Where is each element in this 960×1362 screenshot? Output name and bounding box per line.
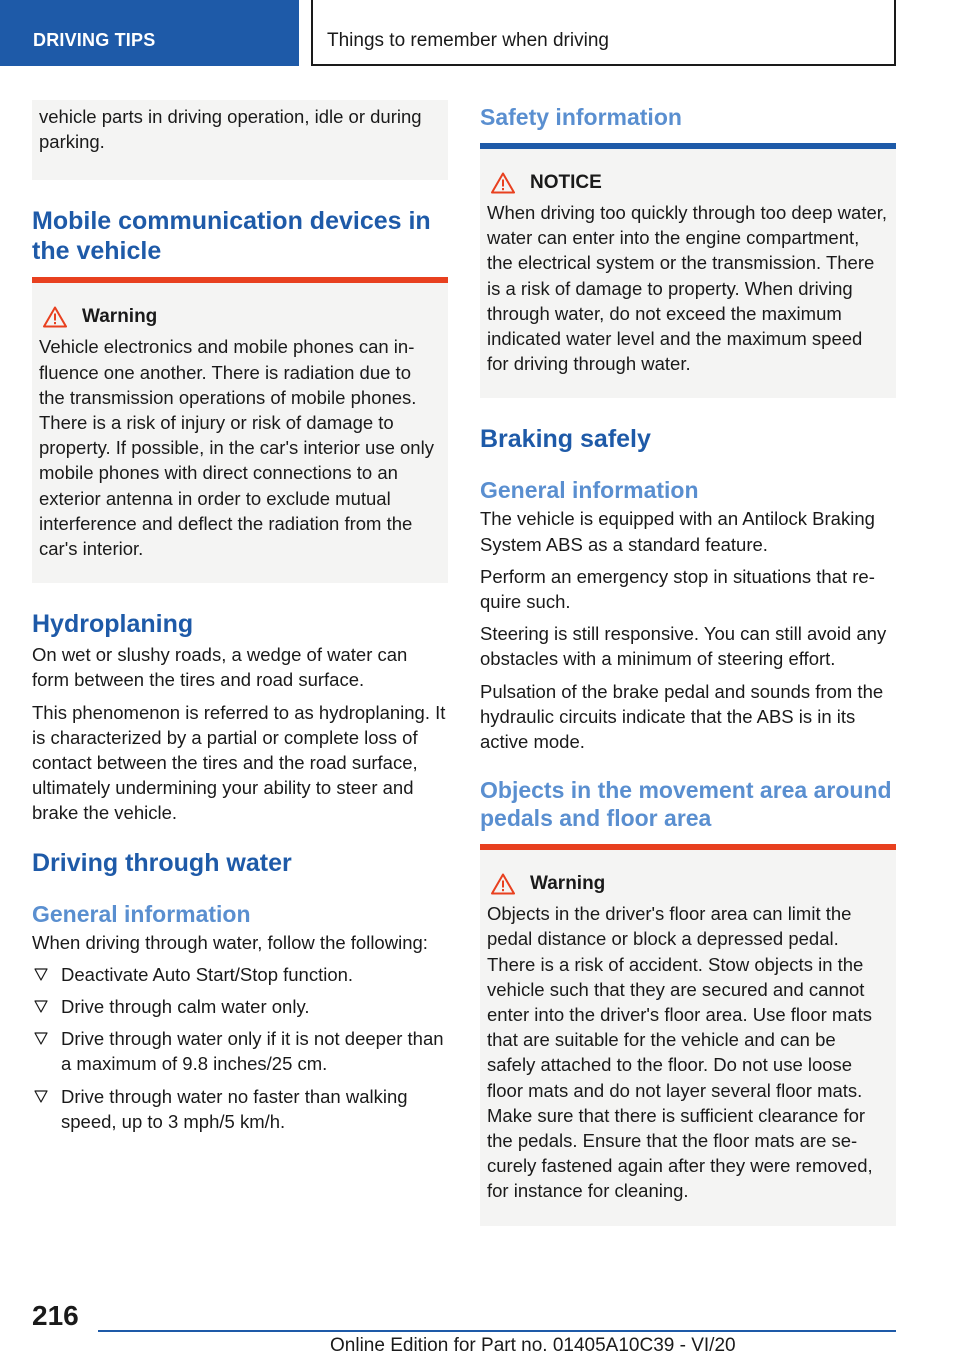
list-item xyxy=(32,962,448,987)
header-section-label: DRIVING TIPS xyxy=(33,30,156,50)
notice-text: When driving too quickly through too deep water, water can enter into the engine compartment, the electrical system or the transmission. There is a risk of damage to property. When driving through water, do not exceed the maximum indicated water level and the maximum speed for driving through water. xyxy=(487,202,888,375)
triangle-right-icon xyxy=(34,1032,48,1045)
continuation-box xyxy=(32,100,448,180)
warning-triangle-icon xyxy=(491,873,515,895)
header-chapter-label: Things to remember when driving xyxy=(327,30,609,51)
triangle-right-icon xyxy=(34,1000,48,1013)
list-item xyxy=(32,1084,448,1134)
heading-mobile-devices: Mobile communication devices in the vehicle xyxy=(32,207,431,266)
notice-title xyxy=(488,171,889,195)
braking-paragraph-2: Perform an emergency stop in situations that require such. xyxy=(480,565,875,613)
list-item xyxy=(32,994,448,1019)
heading-hydroplaning: Hydroplaning xyxy=(32,610,194,639)
footer-edition: Online Edition for Part no. 01405A10C39 - VI/20 xyxy=(330,1335,736,1356)
triangle-right-icon xyxy=(34,968,48,981)
warning-box-objects xyxy=(480,850,896,1225)
warning-label: Warning xyxy=(82,306,158,328)
warning-title xyxy=(488,872,889,896)
heading-braking-safely: Braking safely xyxy=(480,425,651,454)
subheading-braking-general: General information xyxy=(480,477,699,504)
list-item-text: Deactivate Auto Start/Stop function. xyxy=(61,963,354,985)
warning-text-mobile: Vehicle electronics and mobile phones can influence one another. There is radiation due to the transmission operations of mobile phones. There is a risk of injury or risk of damage to property. If possible, in the car's interior use only mobile phones with direct connections to an exterior antenna in order to exclude mutual interference and deflect the radiation from the car's interior. xyxy=(39,336,434,560)
triangle-right-icon xyxy=(34,1090,48,1103)
braking-paragraph-4: Pulsation of the brake pedal and sounds from the hydraulic circuits indicate that the ABS is in its active mode. xyxy=(480,680,884,753)
continuation-text: vehicle parts in driving operation, idle or during parking. xyxy=(39,106,422,153)
water-list xyxy=(32,962,448,1134)
warning-triangle-icon xyxy=(43,306,67,328)
subheading-water-general: General information xyxy=(32,900,251,927)
hydroplaning-paragraph-1: On wet or slushy roads, a wedge of water can form between the tires and road surface. xyxy=(32,644,408,691)
notice-label: NOTICE xyxy=(530,172,602,193)
water-intro: When driving through water, follow the following: xyxy=(32,931,428,953)
header-section-tab xyxy=(0,0,299,66)
hydroplaning-paragraph-2: This phenomenon is referred to as hydroplaning. It is characterized by a partial or complete loss of contact between the tires and the road surface, ultimately undermining your ability to steer and brake the vehicle. xyxy=(32,701,446,824)
list-item-text: Drive through water no faster than walking speed, up to 3 mph/5 km/h. xyxy=(61,1085,408,1132)
braking-paragraph-1: The vehicle is equipped with an Antilock Braking System ABS as a standard feature. xyxy=(480,508,875,555)
list-item xyxy=(32,1026,448,1076)
warning-triangle-icon xyxy=(491,172,515,194)
warning-box-mobile xyxy=(32,283,448,583)
notice-box xyxy=(480,149,896,398)
left-column xyxy=(32,100,448,1141)
heading-safety-information: Safety information xyxy=(480,104,682,130)
warning-label: Warning xyxy=(530,873,606,895)
right-column xyxy=(480,100,896,1226)
warning-text-objects: Objects in the driver's floor area can limit the pedal distance or block a depressed pedal. There is a risk of accident. Stow objects in the vehicle such that they are secured and cannot enter into the driver's floor area. Use floor mats that are suitable for the vehicle and can be safely attached to the floor. Do not use loose floor mats and do not layer several floor mats. Make sure that there is sufficient clearance for the pedals. Ensure that the floor mats are securely fastened again after they were removed, for instance for cleaning. xyxy=(487,903,873,1202)
list-item-text: Drive through calm water only. xyxy=(61,996,310,1018)
page-number: 216 xyxy=(32,1300,79,1331)
header-chapter-box xyxy=(311,0,896,66)
list-item-text: Drive through water only if it is not deeper than a maximum of 9.8 inches/25 cm. xyxy=(61,1028,444,1075)
warning-title xyxy=(40,305,441,329)
braking-paragraph-3: Steering is still responsive. You can still avoid any obstacles with a minimum of steering effort. xyxy=(480,623,887,670)
footer-divider xyxy=(98,1330,896,1332)
subheading-objects-pedals: Objects in the movement area around pedals and floor area xyxy=(480,777,892,832)
heading-driving-through-water: Driving through water xyxy=(32,848,292,877)
